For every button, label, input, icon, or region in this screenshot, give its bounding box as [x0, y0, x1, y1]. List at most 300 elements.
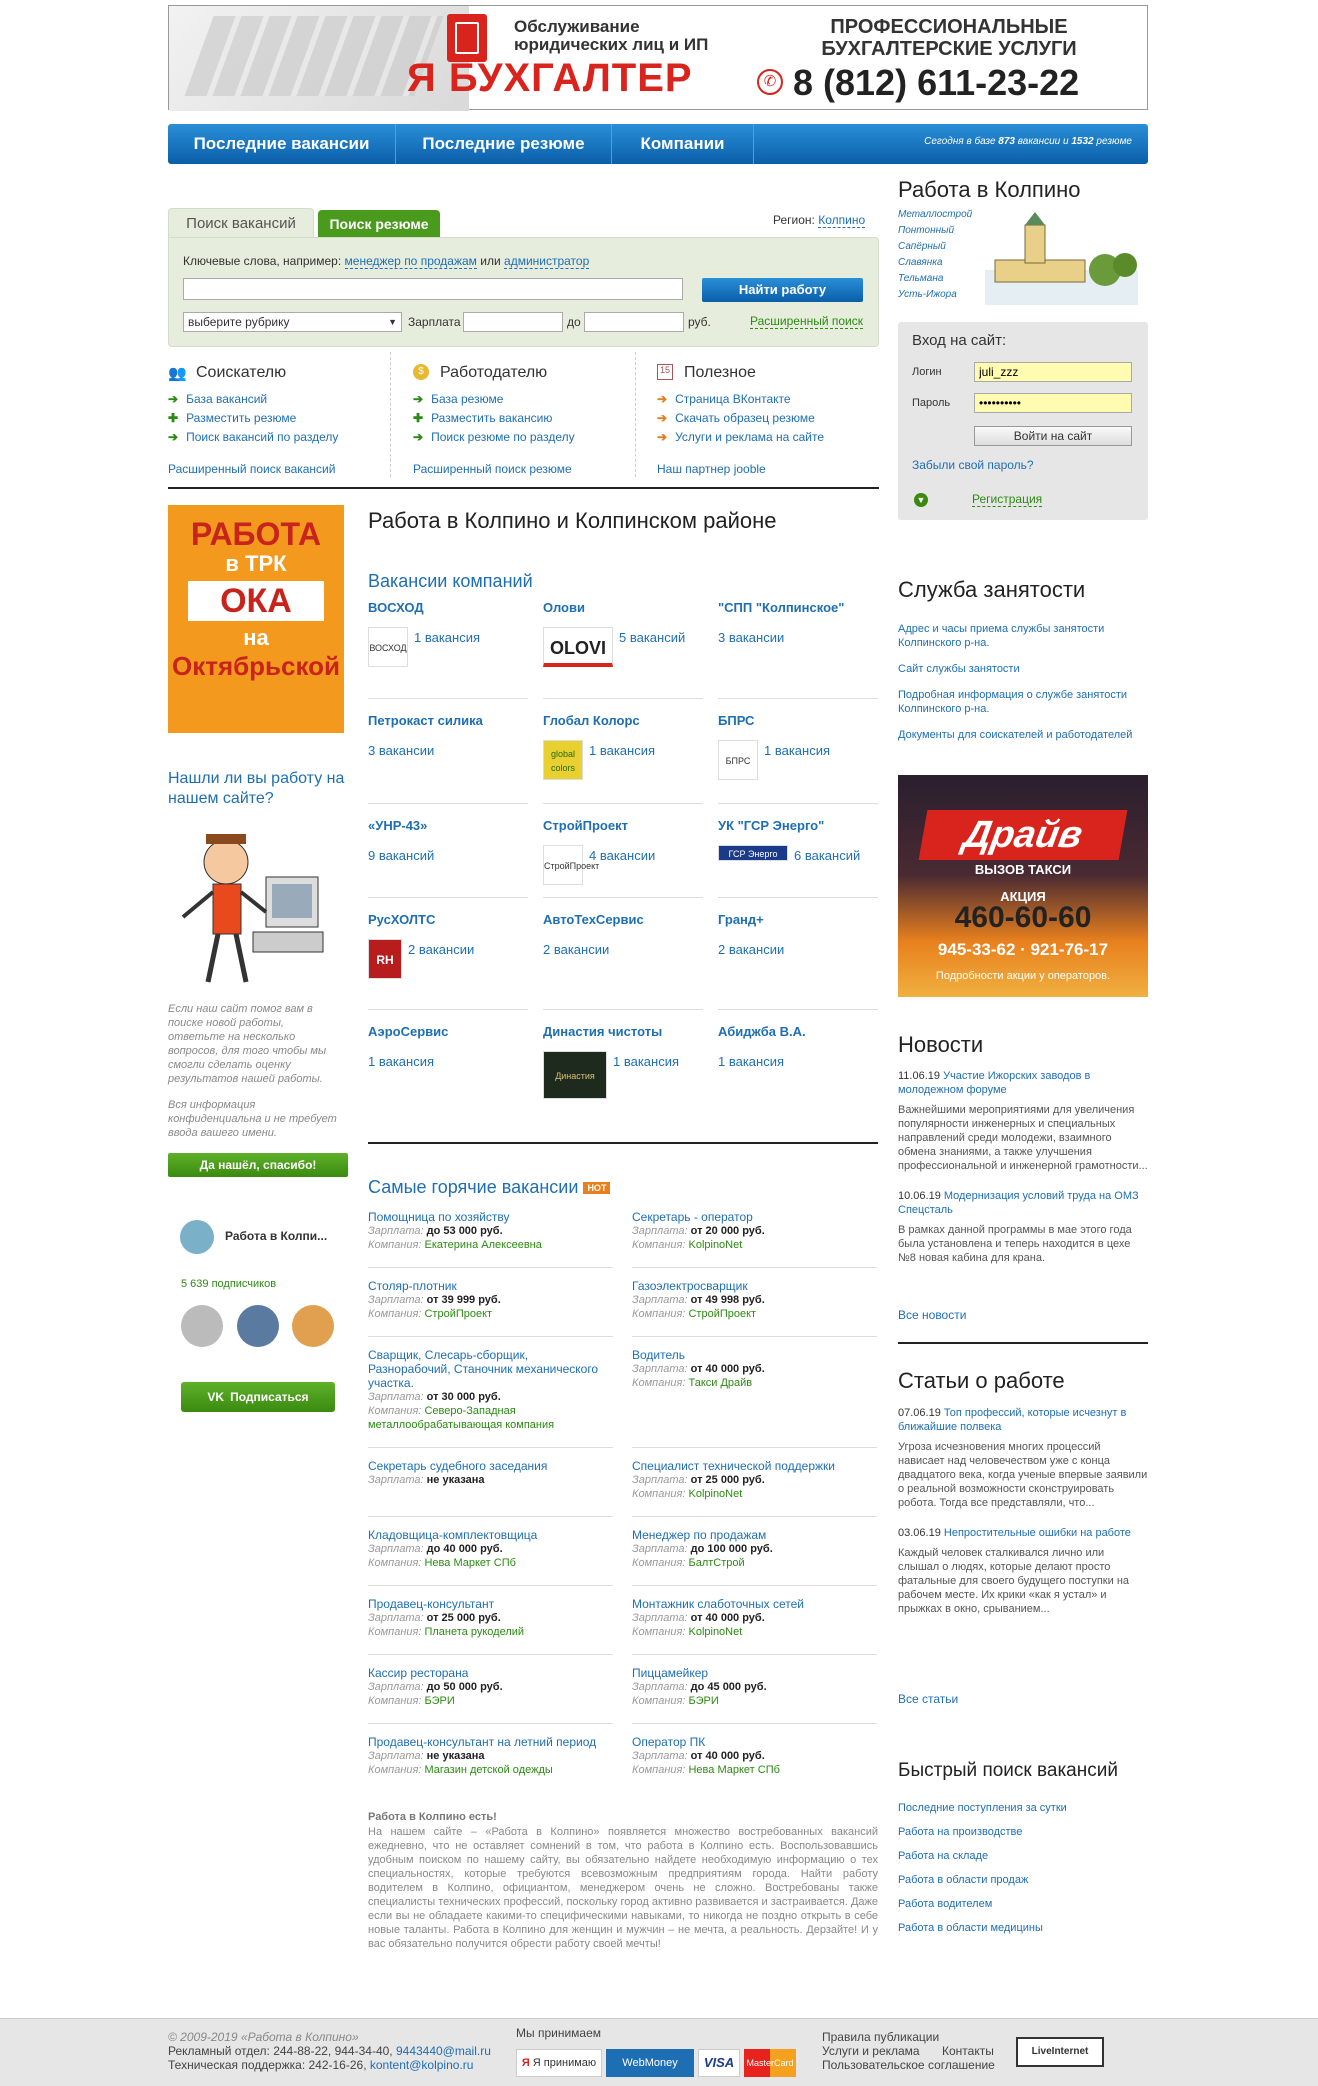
- footer: [0, 2018, 1318, 2086]
- company-label: Компания:: [368, 1239, 422, 1251]
- company-link[interactable]: БЭРИ: [688, 1695, 719, 1707]
- banner-service: Обслуживание юридических лиц и ИП: [514, 17, 709, 54]
- search-hint: Ключевые слова, например: менеджер по продажам или администратор: [183, 254, 590, 268]
- about-title: Работа в Колпино есть!: [368, 1811, 497, 1823]
- job-title-link[interactable]: Столяр-плотник: [368, 1279, 457, 1293]
- company-link[interactable]: СтройПроект: [424, 1308, 493, 1320]
- search-panel: [168, 237, 879, 347]
- example-manager[interactable]: менеджер по продажам: [344, 254, 477, 268]
- hot-job-item: [632, 1279, 877, 1321]
- vk-subscribe-button[interactable]: VK Подписаться: [181, 1382, 335, 1412]
- company-name[interactable]: СтройПроект: [543, 818, 628, 833]
- company-vacancy-count[interactable]: 9 вакансий: [368, 848, 435, 863]
- advanced-search-link[interactable]: Расширенный поиск: [750, 314, 863, 328]
- company-label: Компания:: [368, 1626, 422, 1638]
- link-resume-base[interactable]: ➔ База резюме: [413, 392, 504, 406]
- salary-value: до 53 000 руб.: [426, 1225, 503, 1237]
- cartoon-man-image: [168, 822, 344, 992]
- job-company: [368, 1307, 613, 1321]
- nav-last-vacancies[interactable]: Последние вакансии: [168, 124, 396, 164]
- footer-contacts[interactable]: Контакты: [942, 2044, 994, 2058]
- article-date: 07.06.19: [898, 1407, 941, 1419]
- col-divider: [635, 352, 636, 477]
- job-salary: [632, 1680, 877, 1694]
- password-input[interactable]: [974, 393, 1132, 413]
- employment-link[interactable]: Документы для соискателей и работодателей: [898, 729, 1133, 741]
- company-label: Компания:: [632, 1764, 686, 1776]
- job-salary: [368, 1542, 613, 1556]
- company-logo: СтройПроект: [543, 845, 583, 885]
- company-vacancy-count[interactable]: 4 вакансии: [589, 848, 656, 863]
- company-vacancy-count[interactable]: 2 вакансии: [408, 942, 475, 957]
- salary-to-input[interactable]: [584, 312, 684, 332]
- company-name[interactable]: Олови: [543, 600, 585, 615]
- salary-label: Зарплата:: [368, 1474, 424, 1486]
- divider: [898, 1342, 1148, 1344]
- district-link[interactable]: Тельмана: [898, 273, 944, 284]
- job-salary: [632, 1542, 877, 1556]
- keywords-input[interactable]: [183, 278, 683, 300]
- banner-phone: 8 (812) 611-23-22: [793, 62, 1080, 103]
- district-link[interactable]: Усть-Ижора: [898, 289, 957, 300]
- promo-line2: в ТРК: [225, 551, 287, 576]
- accounting-banner[interactable]: [168, 5, 1148, 110]
- job-salary: [632, 1611, 877, 1625]
- company-name[interactable]: УК "ГСР Энерго": [718, 818, 825, 833]
- districts-list: [898, 207, 972, 303]
- quick-search-link[interactable]: Работа на складе: [898, 1850, 989, 1862]
- col-employer-title: Работодателю: [440, 364, 548, 381]
- quick-search-links: [898, 1801, 1148, 1945]
- salary-value: от 49 998 руб.: [690, 1294, 765, 1306]
- job-salary: [632, 1224, 877, 1238]
- taxi-big-phone: 460-60-60: [954, 901, 1092, 934]
- link-resume-by-section[interactable]: ➔ Поиск резюме по разделу: [413, 430, 575, 444]
- subscriber-avatar: [181, 1305, 223, 1347]
- salary-label: Зарплата:: [368, 1294, 424, 1306]
- survey-text: Если наш сайт помог вам в поиске новой работы, ответьте на несколько вопросов, для того чтобы мы смогли сделать оценку результатов нашей работы.: [168, 1003, 327, 1085]
- footer-copy: © 2009-2019 «Работа в Колпино»: [168, 2030, 359, 2044]
- company-label: Компания:: [368, 1405, 422, 1417]
- link-adv-resume-search[interactable]: Расширенный поиск резюме: [413, 462, 572, 476]
- promo-line4: на: [243, 625, 269, 650]
- main-nav: [168, 124, 1148, 164]
- link-vk-page[interactable]: ➔ Страница ВКонтакте: [657, 392, 791, 406]
- company-label: Компания:: [368, 1695, 422, 1707]
- hot-job-item: [632, 1735, 877, 1777]
- company-vacancy-count[interactable]: 2 вакансии: [543, 942, 610, 957]
- company-name[interactable]: "СПП "Колпинское": [718, 600, 845, 615]
- taxi-sub: ВЫЗОВ ТАКСИ: [974, 862, 1072, 877]
- news-link[interactable]: Модернизация условий труда на ОМЗ Спецсталь: [898, 1190, 1139, 1216]
- company-vacancy-count[interactable]: 1 вакансия: [368, 1054, 435, 1069]
- job-title-link[interactable]: Специалист технической поддержки: [632, 1459, 835, 1473]
- employment-link[interactable]: Подробная информация о службе занятости Колпинского р-на.: [898, 689, 1128, 715]
- salary-value: до 45 000 руб.: [690, 1681, 767, 1693]
- job-divider: [368, 1654, 613, 1655]
- job-title-link[interactable]: Секретарь судебного заседания: [368, 1459, 548, 1473]
- job-title-link[interactable]: Сварщик, Слесарь-сборщик, Разнорабочий, Станочник механического участка.: [368, 1348, 599, 1390]
- company-divider: [368, 698, 528, 699]
- job-company: [368, 1763, 613, 1777]
- company-label: Компания:: [368, 1308, 422, 1320]
- salary-value: до 50 000 руб.: [426, 1681, 503, 1693]
- job-title-link[interactable]: Оператор ПК: [632, 1735, 706, 1749]
- district-link[interactable]: Металлострой: [898, 209, 973, 220]
- company-name[interactable]: Династия чистоты: [543, 1024, 663, 1039]
- district-link[interactable]: Славянка: [898, 257, 943, 268]
- rub-label: руб.: [688, 315, 711, 329]
- company-label: Компания:: [368, 1764, 422, 1776]
- article-link[interactable]: Непростительные ошибки на работе: [943, 1527, 1131, 1539]
- found-job-button[interactable]: Да нашёл, спасибо!: [168, 1153, 348, 1177]
- hot-job-item: [632, 1348, 877, 1390]
- vk-icon: VK: [207, 1390, 225, 1404]
- article-item: [898, 1526, 1148, 1540]
- salary-value: до 40 000 руб.: [426, 1543, 503, 1555]
- company-link[interactable]: Такси Драйв: [688, 1377, 753, 1389]
- promo-line3: ОКА: [188, 581, 324, 621]
- link-vacancy-by-section[interactable]: ➔ Поиск вакансий по разделу: [168, 430, 339, 444]
- yandex-money-badge: Я Я принимаю: [516, 2049, 602, 2077]
- company-divider: [718, 803, 878, 804]
- salary-value: от 40 000 руб.: [690, 1363, 765, 1375]
- job-title-link[interactable]: Газоэлектросварщик: [632, 1279, 748, 1293]
- find-job-button[interactable]: Найти работу: [702, 278, 863, 302]
- job-company: [632, 1307, 877, 1321]
- company-label: Компания:: [632, 1308, 686, 1320]
- example-admin[interactable]: администратор: [504, 254, 590, 268]
- district-link[interactable]: Сапёрный: [898, 241, 946, 252]
- hot-title: Самые горячие вакансии HOT: [368, 1177, 610, 1198]
- footer-agreement[interactable]: Пользовательское соглашение: [822, 2058, 995, 2072]
- taxi-ad[interactable]: Драйв ВЫЗОВ ТАКСИ АКЦИЯ 460-60-60 945-33-62 · 921-76-17 Подробности акции у операторов.: [898, 775, 1148, 997]
- visa-badge: VISA: [698, 2049, 740, 2077]
- job-title-link[interactable]: Водитель: [632, 1348, 686, 1362]
- company-vacancy-count[interactable]: 1 вакансия: [718, 1054, 785, 1069]
- job-title-link[interactable]: Кассир ресторана: [368, 1666, 469, 1680]
- hot-badge: HOT: [583, 1182, 610, 1194]
- salary-value: не указана: [426, 1474, 485, 1486]
- liveinternet-counter[interactable]: LiveInternet: [1016, 2037, 1104, 2067]
- company-divider: [718, 698, 878, 699]
- vk-subscribers: 5 639 подписчиков: [181, 1278, 277, 1290]
- salary-label: Зарплата:: [632, 1681, 688, 1693]
- company-vacancy-count[interactable]: 3 вакансии: [718, 630, 785, 645]
- job-title-link[interactable]: Секретарь - оператор: [632, 1210, 753, 1224]
- job-divider: [368, 1516, 613, 1517]
- salary-label: Зарплата:: [632, 1225, 688, 1237]
- company-logo: БПРС: [718, 740, 758, 780]
- company-label: Компания:: [632, 1557, 686, 1569]
- register-link[interactable]: Регистрация: [972, 492, 1043, 506]
- company-name[interactable]: Гранд+: [718, 912, 764, 927]
- news-item: [898, 1069, 1148, 1097]
- salary-label: Зарплата:: [368, 1681, 424, 1693]
- article-link[interactable]: Топ профессий, которые исчезнут в ближайшие полвека: [898, 1407, 1127, 1433]
- salary-from-input[interactable]: [463, 312, 563, 332]
- job-title-link[interactable]: Продавец-консультант на летний период: [368, 1735, 597, 1749]
- promo-line5: Октябрьской: [171, 651, 341, 681]
- job-company: [632, 1487, 877, 1501]
- company-name[interactable]: ВОСХОД: [368, 600, 424, 615]
- company-link[interactable]: Нева Маркет СПб: [424, 1557, 516, 1569]
- col-jobseeker-title: Соискателю: [196, 364, 287, 381]
- link-ads-services[interactable]: ➔ Услуги и реклама на сайте: [657, 430, 825, 444]
- company-link[interactable]: БЭРИ: [424, 1695, 455, 1707]
- article-date: 03.06.19: [898, 1527, 941, 1539]
- company-label: Компания:: [632, 1239, 686, 1251]
- companies-title: Вакансии компаний: [368, 571, 533, 591]
- company-vacancy-count[interactable]: 1 вакансия: [764, 743, 831, 758]
- ad-email-link[interactable]: 9443440@mail.ru: [395, 2044, 491, 2058]
- company-divider: [368, 897, 528, 898]
- job-salary: [632, 1749, 877, 1763]
- company-link[interactable]: KolpinoNet: [688, 1626, 743, 1638]
- company-link[interactable]: Екатерина Алексеевна: [424, 1239, 542, 1251]
- users-icon: 👥: [168, 365, 187, 382]
- company-divider: [718, 897, 878, 898]
- job-salary: [632, 1293, 877, 1307]
- salary-label: Зарплата:: [632, 1750, 688, 1762]
- salary-value: от 39 999 руб.: [426, 1294, 501, 1306]
- company-vacancy-count[interactable]: 6 вакансий: [794, 848, 861, 863]
- job-company: [632, 1556, 877, 1570]
- job-title-link[interactable]: Пиццамейкер: [632, 1666, 709, 1680]
- about-text: На нашем сайте – «Работа в Колпино» появляется множество востребованных вакансий ежедневно, что не оставляет сомнений в том, что работа в Колпино есть. Воспользовавшись удобным поиском по нашему сайту, вы обязательно найдете необходимую информацию о тех специальностях, которые требуются всевозможным предприятиям города. Найти работу водителем в Колпино, официантом, менеджером очень не сложно. Востребованы также специалисты технических профессий, поскольку город активно развивается и застраивается. Даже если вы не обладаете какими-то специфическими навыками, то никогда не поздно открыть в себе новые таланты. Работа в Колпино для женщин и мужчин – не мечта, а реальность. Дерзайте! И у вас обязательно получится обрести работу своей мечты!: [368, 1826, 878, 1950]
- salary-label: Зарплата:: [368, 1612, 424, 1624]
- article-excerpt: Угроза исчезновения многих процессий нависает над человечеством уже с конца двадцатого века, когда ученые впервые заявили о реальной возможности сконструировать робота. Тогда все представляли, что...: [898, 1441, 1148, 1509]
- company-divider: [543, 698, 703, 699]
- rubric-select[interactable]: выберите рубрику ▼: [183, 312, 402, 332]
- company-link[interactable]: БалтСтрой: [688, 1557, 745, 1569]
- company-vacancy-count[interactable]: 1 вакансия: [613, 1054, 680, 1069]
- hot-job-item: [632, 1459, 877, 1501]
- subscriber-avatar: [237, 1305, 279, 1347]
- kolpino-town-image: [985, 210, 1138, 305]
- news-link[interactable]: Участие Ижорских заводов в молодежном форуме: [898, 1070, 1091, 1096]
- company-link[interactable]: Северо-Западная металлообрабатывающая компания: [368, 1405, 555, 1431]
- quick-search-link[interactable]: Работа на производстве: [898, 1826, 1023, 1838]
- company-vacancy-count[interactable]: 2 вакансии: [718, 942, 785, 957]
- hot-job-item: [368, 1735, 613, 1777]
- hot-job-item: [632, 1666, 877, 1708]
- job-divider: [632, 1585, 877, 1586]
- salary-label: Зарплата:: [368, 1225, 424, 1237]
- hot-job-item: [632, 1528, 877, 1570]
- footer-accept: Мы принимаем: [516, 2026, 602, 2040]
- company-link[interactable]: KolpinoNet: [688, 1239, 743, 1251]
- company-name[interactable]: АэроСервис: [368, 1024, 449, 1039]
- salary-label: Зарплата:: [368, 1750, 424, 1762]
- company-link[interactable]: СтройПроект: [688, 1308, 757, 1320]
- employment-link[interactable]: Адрес и часы приема службы занятости Колпинского р-на.: [898, 623, 1105, 649]
- employment-title: Служба занятости: [898, 577, 1086, 602]
- company-divider: [368, 1009, 528, 1010]
- footer-rules[interactable]: Правила публикации: [822, 2030, 940, 2044]
- company-label: Компания:: [632, 1626, 686, 1638]
- col-divider: [390, 352, 391, 477]
- trk-oka-promo[interactable]: [168, 505, 344, 733]
- salary-value: не указана: [426, 1750, 485, 1762]
- company-name[interactable]: Петрокаст силика: [368, 713, 483, 728]
- news-list: [898, 1069, 1148, 1281]
- tab-vacancy-search[interactable]: Поиск вакансий: [168, 208, 314, 238]
- salary-label: Зарплата: [408, 315, 461, 329]
- job-company: [632, 1376, 877, 1390]
- company-name[interactable]: «УНР-43»: [368, 818, 428, 833]
- company-logo: OLOVI: [543, 627, 613, 667]
- employment-link[interactable]: Сайт службы занятости: [898, 663, 1020, 675]
- job-company: [368, 1694, 613, 1708]
- job-divider: [632, 1447, 877, 1448]
- company-name[interactable]: БПРС: [718, 713, 755, 728]
- footer-ad: Рекламный отдел: 244-88-22, 944-34-40, 9443440@mail.ru: [168, 2044, 491, 2058]
- link-post-vacancy[interactable]: ✚ Разместить вакансию: [413, 411, 553, 425]
- company-link[interactable]: Нева Маркет СПб: [688, 1764, 780, 1776]
- job-title-link[interactable]: Продавец-консультант: [368, 1597, 495, 1611]
- company-logo: ВОСХОД: [368, 627, 408, 667]
- salary-label: Зарплата:: [632, 1474, 688, 1486]
- tech-email-link[interactable]: kontent@kolpino.ru: [369, 2058, 474, 2072]
- job-salary: [368, 1473, 613, 1487]
- job-company: [368, 1238, 613, 1252]
- job-salary: [632, 1362, 877, 1376]
- company-divider: [543, 897, 703, 898]
- district-link[interactable]: Понтонный: [898, 225, 955, 236]
- all-news-link[interactable]: Все новости: [898, 1308, 967, 1322]
- job-divider: [368, 1447, 613, 1448]
- quick-search-link[interactable]: Работа в области продаж: [898, 1874, 1029, 1886]
- company-link[interactable]: Магазин детской одежды: [424, 1764, 553, 1776]
- salary-label: Зарплата:: [632, 1612, 688, 1624]
- article-excerpt: Каждый человек сталкивался лично или слышал о людях, которые делают просто фатальные для своего будущего поступки на рабочем месте. Их крики «как я устал» и прыжках в окно, срыванием...: [898, 1547, 1130, 1615]
- forgot-password-link[interactable]: Забыли свой пароль?: [912, 458, 1034, 472]
- mastercard-badge: MasterCard: [744, 2049, 796, 2077]
- company-logo: global colors: [543, 740, 583, 780]
- news-date: 11.06.19: [898, 1070, 941, 1082]
- job-title-link[interactable]: Кладовщица-комплектовщица: [368, 1528, 538, 1542]
- hot-job-item: [368, 1348, 613, 1432]
- salary-value: от 25 000 руб.: [426, 1612, 501, 1624]
- webmoney-badge: WebMoney: [606, 2049, 694, 2077]
- job-title-link[interactable]: Монтажник слаботочных сетей: [632, 1597, 804, 1611]
- news-item: [898, 1189, 1148, 1217]
- hot-job-item: [632, 1597, 877, 1639]
- quick-search-link[interactable]: Работа в области медицины: [898, 1922, 1043, 1934]
- job-divider: [368, 1267, 613, 1268]
- hot-job-item: [368, 1666, 613, 1708]
- banner-pro: ПРОФЕССИОНАЛЬНЫЕ БУХГАЛТЕРСКИЕ УСЛУГИ: [821, 16, 1077, 60]
- vk-group-avatar[interactable]: [180, 1220, 214, 1254]
- banner-brand: Я БУХГАЛТЕР: [407, 56, 693, 100]
- company-name[interactable]: РусХОЛТС: [368, 912, 436, 927]
- job-company: [632, 1694, 877, 1708]
- salary-value: от 40 000 руб.: [690, 1750, 765, 1762]
- taxi-phone2: 921-76-17: [1030, 940, 1109, 959]
- quick-search-title: Быстрый поиск вакансий: [898, 1760, 1118, 1781]
- logo-icon: [447, 14, 487, 62]
- link-resume-sample[interactable]: ➔ Скачать образец резюме: [657, 411, 815, 425]
- job-title-link[interactable]: Менеджер по продажам: [632, 1528, 767, 1542]
- promo-line1: РАБОТА: [190, 516, 322, 552]
- nav-last-resumes[interactable]: Последние резюме: [396, 124, 612, 164]
- salary-label: Зарплата:: [632, 1363, 688, 1375]
- footer-tech: Техническая поддержка: 242-16-26, kontent@kolpino.ru: [168, 2058, 474, 2072]
- password-label: Пароль: [912, 397, 951, 409]
- company-link[interactable]: Планета рукоделий: [424, 1626, 525, 1638]
- region-link[interactable]: Колпино: [818, 213, 866, 227]
- company-link[interactable]: KolpinoNet: [688, 1488, 743, 1500]
- job-divider: [632, 1516, 877, 1517]
- link-jooble[interactable]: Наш партнер jooble: [657, 462, 766, 476]
- company-logo: Династия: [543, 1051, 607, 1099]
- job-divider: [632, 1723, 877, 1724]
- hot-job-item: [368, 1459, 613, 1487]
- company-name[interactable]: АвтоТехСервис: [543, 912, 644, 927]
- region-selector: Регион: Колпино: [773, 213, 866, 227]
- news-excerpt: В рамках данной программы в мае этого года была установлена и теперь находится в цехе №8 новая кабина для крана.: [898, 1224, 1132, 1264]
- quick-search-link[interactable]: Последние поступления за сутки: [898, 1802, 1067, 1814]
- login-input[interactable]: [974, 362, 1132, 382]
- job-divider: [632, 1336, 877, 1337]
- taxi-action: АКЦИЯ: [1000, 889, 1046, 904]
- job-company: [632, 1763, 877, 1777]
- job-salary: [368, 1224, 613, 1238]
- job-divider: [368, 1585, 613, 1586]
- survey-text2: Вся информация конфиденциальна и не требует ввода вашего имени.: [168, 1099, 337, 1139]
- hot-job-item: [368, 1528, 613, 1570]
- company-label: Компания:: [632, 1377, 686, 1389]
- job-company: [632, 1625, 877, 1639]
- company-vacancy-count[interactable]: 1 вакансия: [589, 743, 656, 758]
- company-vacancy-count[interactable]: 5 вакансий: [619, 630, 686, 645]
- link-vacancy-base[interactable]: ➔ База вакансий: [168, 392, 268, 406]
- hot-job-item: [632, 1210, 877, 1252]
- job-company: [368, 1625, 613, 1639]
- vk-group-name[interactable]: Работа в Колпи...: [225, 1229, 328, 1243]
- city-title: Работа в Колпино: [898, 177, 1081, 202]
- news-date: 10.06.19: [898, 1190, 941, 1202]
- download-icon: ▼: [914, 493, 928, 507]
- salary-label: Зарплата:: [368, 1543, 424, 1555]
- divider: [168, 487, 879, 489]
- company-divider: [368, 803, 528, 804]
- quick-search-link[interactable]: Работа водителем: [898, 1898, 993, 1910]
- job-salary: [368, 1680, 613, 1694]
- tab-resume-search[interactable]: Поиск резюме: [318, 210, 440, 238]
- all-articles-link[interactable]: Все статьи: [898, 1692, 959, 1706]
- nav-companies[interactable]: Компании: [612, 124, 754, 164]
- link-post-resume[interactable]: ✚ Разместить резюме: [168, 411, 297, 425]
- company-vacancy-count[interactable]: 1 вакансия: [414, 630, 481, 645]
- footer-services[interactable]: Услуги и реклама: [822, 2044, 920, 2058]
- company-name[interactable]: Абиджба В.А.: [718, 1024, 806, 1039]
- link-adv-vacancy-search[interactable]: Расширенный поиск вакансий: [168, 462, 336, 476]
- main-title: Работа в Колпино и Колпинском районе: [368, 508, 777, 533]
- company-name[interactable]: Глобал Колорс: [543, 713, 640, 728]
- job-divider: [368, 1723, 613, 1724]
- login-label: Логин: [912, 366, 942, 378]
- login-button[interactable]: Войти на сайт: [974, 426, 1132, 446]
- salary-value: от 30 000 руб.: [426, 1391, 501, 1403]
- company-divider: [718, 1009, 878, 1010]
- company-vacancy-count[interactable]: 3 вакансии: [368, 743, 435, 758]
- salary-value: от 40 000 руб.: [690, 1612, 765, 1624]
- job-salary: [632, 1473, 877, 1487]
- job-title-link[interactable]: Помощница по хозяйству: [368, 1210, 510, 1224]
- job-company: [368, 1556, 613, 1570]
